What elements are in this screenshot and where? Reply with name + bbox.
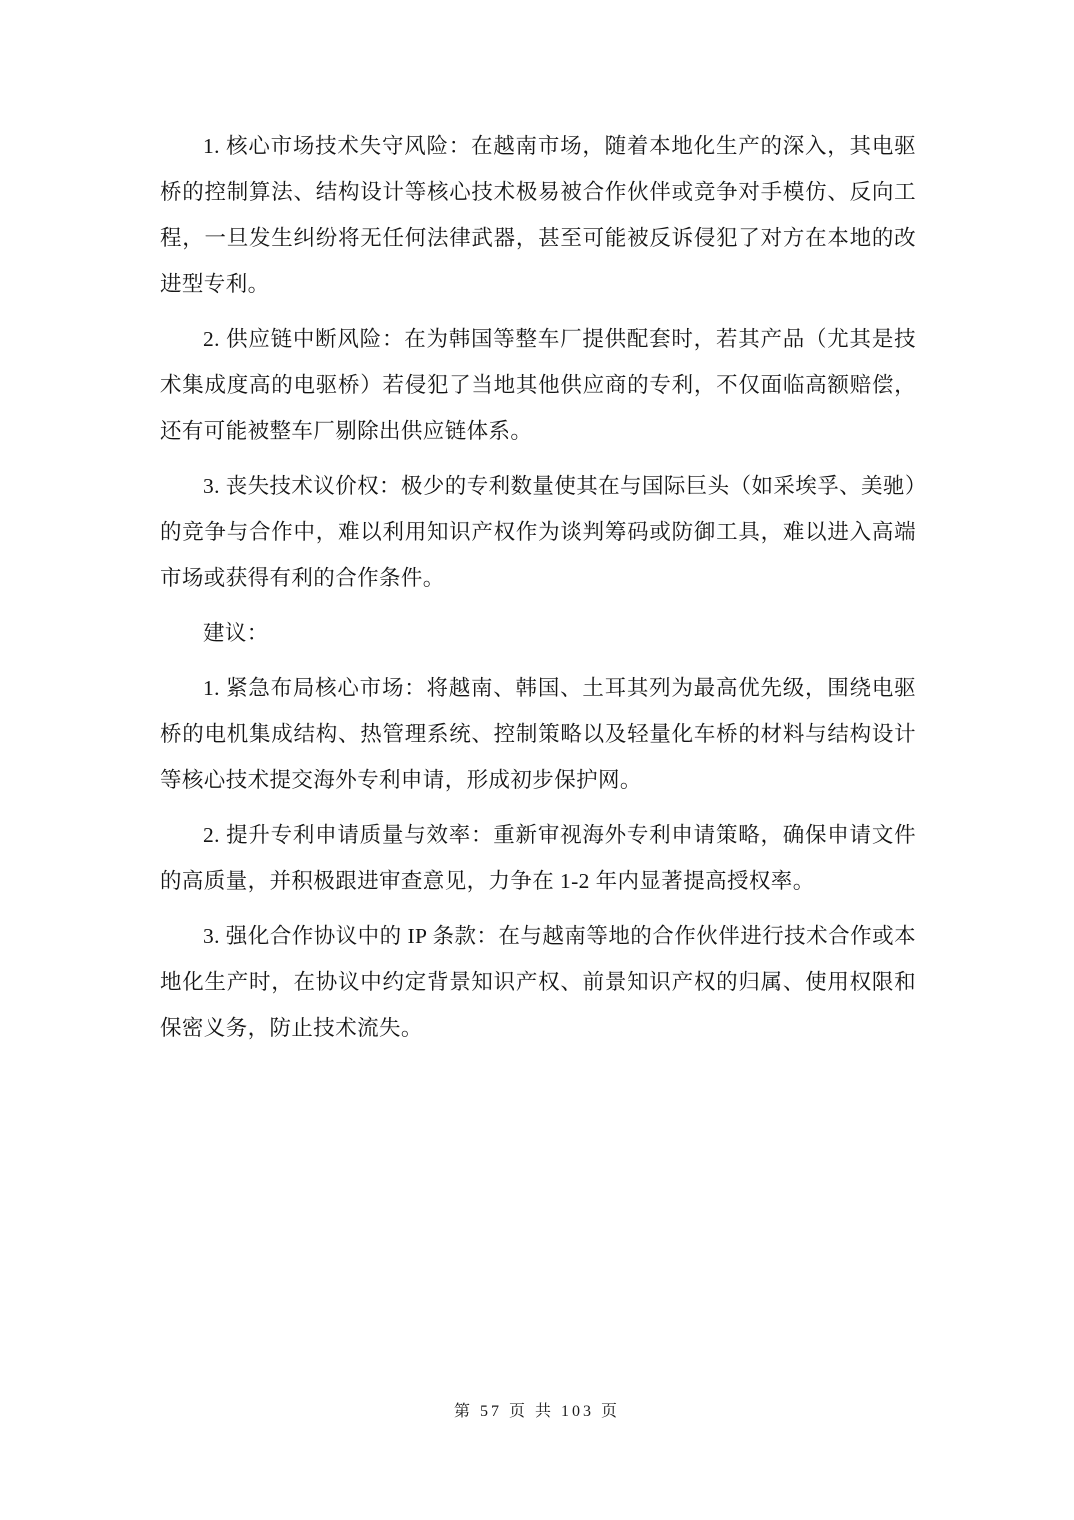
- paragraph-risk-1: 1. 核心市场技术失守风险：在越南市场，随着本地化生产的深入，其电驱桥的控制算法、结构设计等核心技术极易被合作伙伴或竞争对手模仿、反向工程，一旦发生纠纷将无任何法律武器，甚至可能被反诉侵犯了对方在本地的改进型专利。: [160, 134, 916, 296]
- paragraph-suggestion-2: 2. 提升专利申请质量与效率：重新审视海外专利申请策略，确保申请文件的高质量，并积极跟进审查意见，力争在 1-2 年内显著提高授权率。: [160, 823, 916, 893]
- paragraph-suggestion-1: 1. 紧急布局核心市场：将越南、韩国、土耳其列为最高优先级，围绕电驱桥的电机集成结构、热管理系统、控制策略以及轻量化车桥的材料与结构设计等核心技术提交海外专利申请，形成初步保护网。: [160, 676, 916, 792]
- document-body: [160, 123, 916, 1060]
- suggestions-heading: 建议：: [203, 621, 269, 645]
- paragraph-suggestion-3: 3. 强化合作协议中的 IP 条款：在与越南等地的合作伙伴进行技术合作或本地化生产时，在协议中约定背景知识产权、前景知识产权的归属、使用权限和保密义务，防止技术流失。: [160, 924, 916, 1040]
- page-number-text: 第 57 页 共 103 页: [453, 1403, 620, 1420]
- paragraph-risk-3: 3. 丧失技术议价权：极少的专利数量使其在与国际巨头（如采埃孚、美驰）的竞争与合作中，难以利用知识产权作为谈判筹码或防御工具，难以进入高端市场或获得有利的合作条件。: [160, 474, 916, 590]
- paragraph-risk-2: 2. 供应链中断风险：在为韩国等整车厂提供配套时，若其产品（尤其是技术集成度高的电驱桥）若侵犯了当地其他供应商的专利，不仅面临高额赔偿，还有可能被整车厂剔除出供应链体系。: [160, 327, 916, 443]
- page-footer: [0, 1398, 1074, 1421]
